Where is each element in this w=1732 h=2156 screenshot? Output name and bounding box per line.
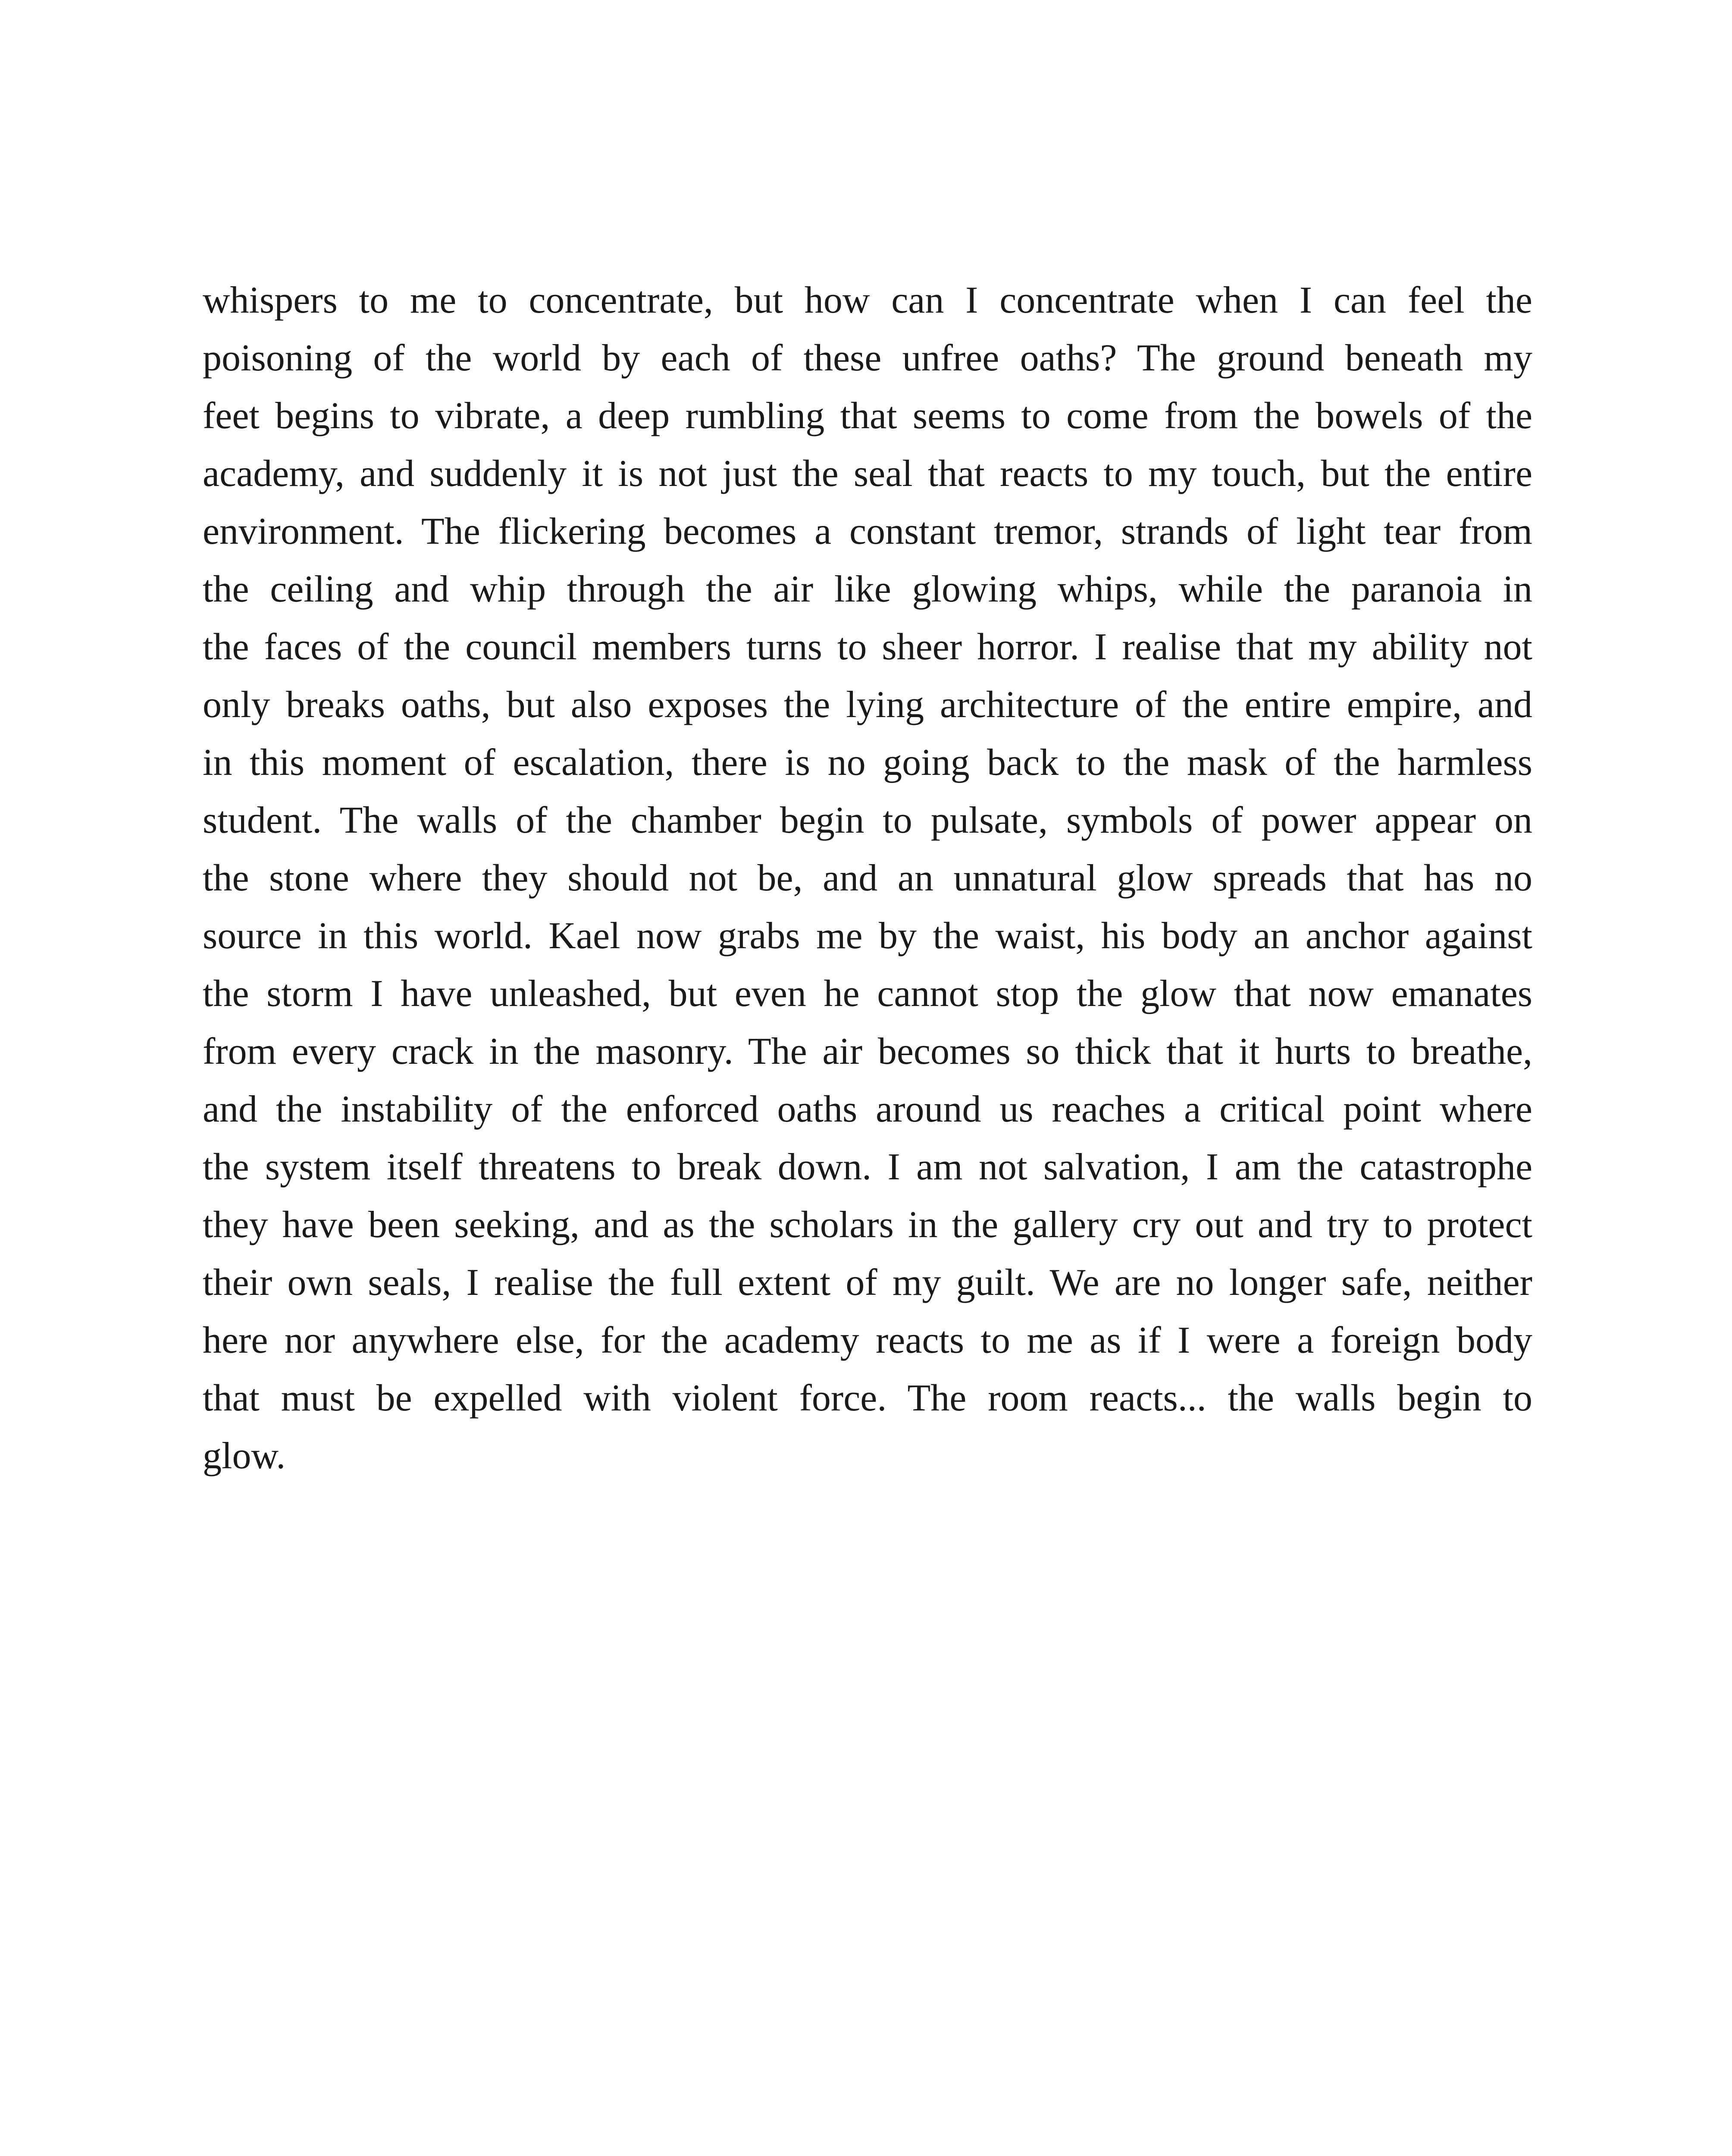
text-line: that must be expelled with violent force. The room reacts... the walls begin to (203, 1377, 1532, 1419)
text-line-last: glow. (203, 1435, 286, 1477)
text-line: and the instability of the enforced oaths around us reaches a critical point where (203, 1088, 1532, 1130)
text-line: the system itself threatens to break down. I am not salvation, I am the catastrophe (203, 1146, 1532, 1188)
text-line: their own seals, I realise the full extent of my guilt. We are no longer safe, neither (203, 1262, 1532, 1304)
text-line: from every crack in the masonry. The air becomes so thick that it hurts to breathe, (203, 1031, 1532, 1072)
text-line: only breaks oaths, but also exposes the lying architecture of the entire empire, and (203, 684, 1532, 726)
body-paragraph (203, 272, 1532, 1485)
text-line: student. The walls of the chamber begin to pulsate, symbols of power appear on (203, 799, 1532, 841)
text-line: environment. The flickering becomes a constant tremor, strands of light tear from (203, 511, 1532, 552)
text-line: whispers to me to concentrate, but how can I concentrate when I can feel the (203, 279, 1532, 321)
text-line: in this moment of escalation, there is no going back to the mask of the harmless (203, 742, 1532, 783)
text-line: the stone where they should not be, and an unnatural glow spreads that has no (203, 857, 1532, 899)
text-line: feet begins to vibrate, a deep rumbling that seems to come from the bowels of the (203, 395, 1532, 437)
text-line: the storm I have unleashed, but even he cannot stop the glow that now emanates (203, 973, 1532, 1015)
text-line: poisoning of the world by each of these unfree oaths? The ground beneath my (203, 337, 1532, 379)
text-line: source in this world. Kael now grabs me by the waist, his body an anchor against (203, 915, 1532, 957)
text-line: here nor anywhere else, for the academy reacts to me as if I were a foreign body (203, 1319, 1532, 1361)
text-line: the faces of the council members turns to sheer horror. I realise that my ability not (203, 626, 1532, 668)
text-line: the ceiling and whip through the air like glowing whips, while the paranoia in (203, 568, 1532, 610)
text-line: they have been seeking, and as the scholars in the gallery cry out and try to protect (203, 1204, 1532, 1246)
text-line: academy, and suddenly it is not just the seal that reacts to my touch, but the entire (203, 453, 1532, 495)
